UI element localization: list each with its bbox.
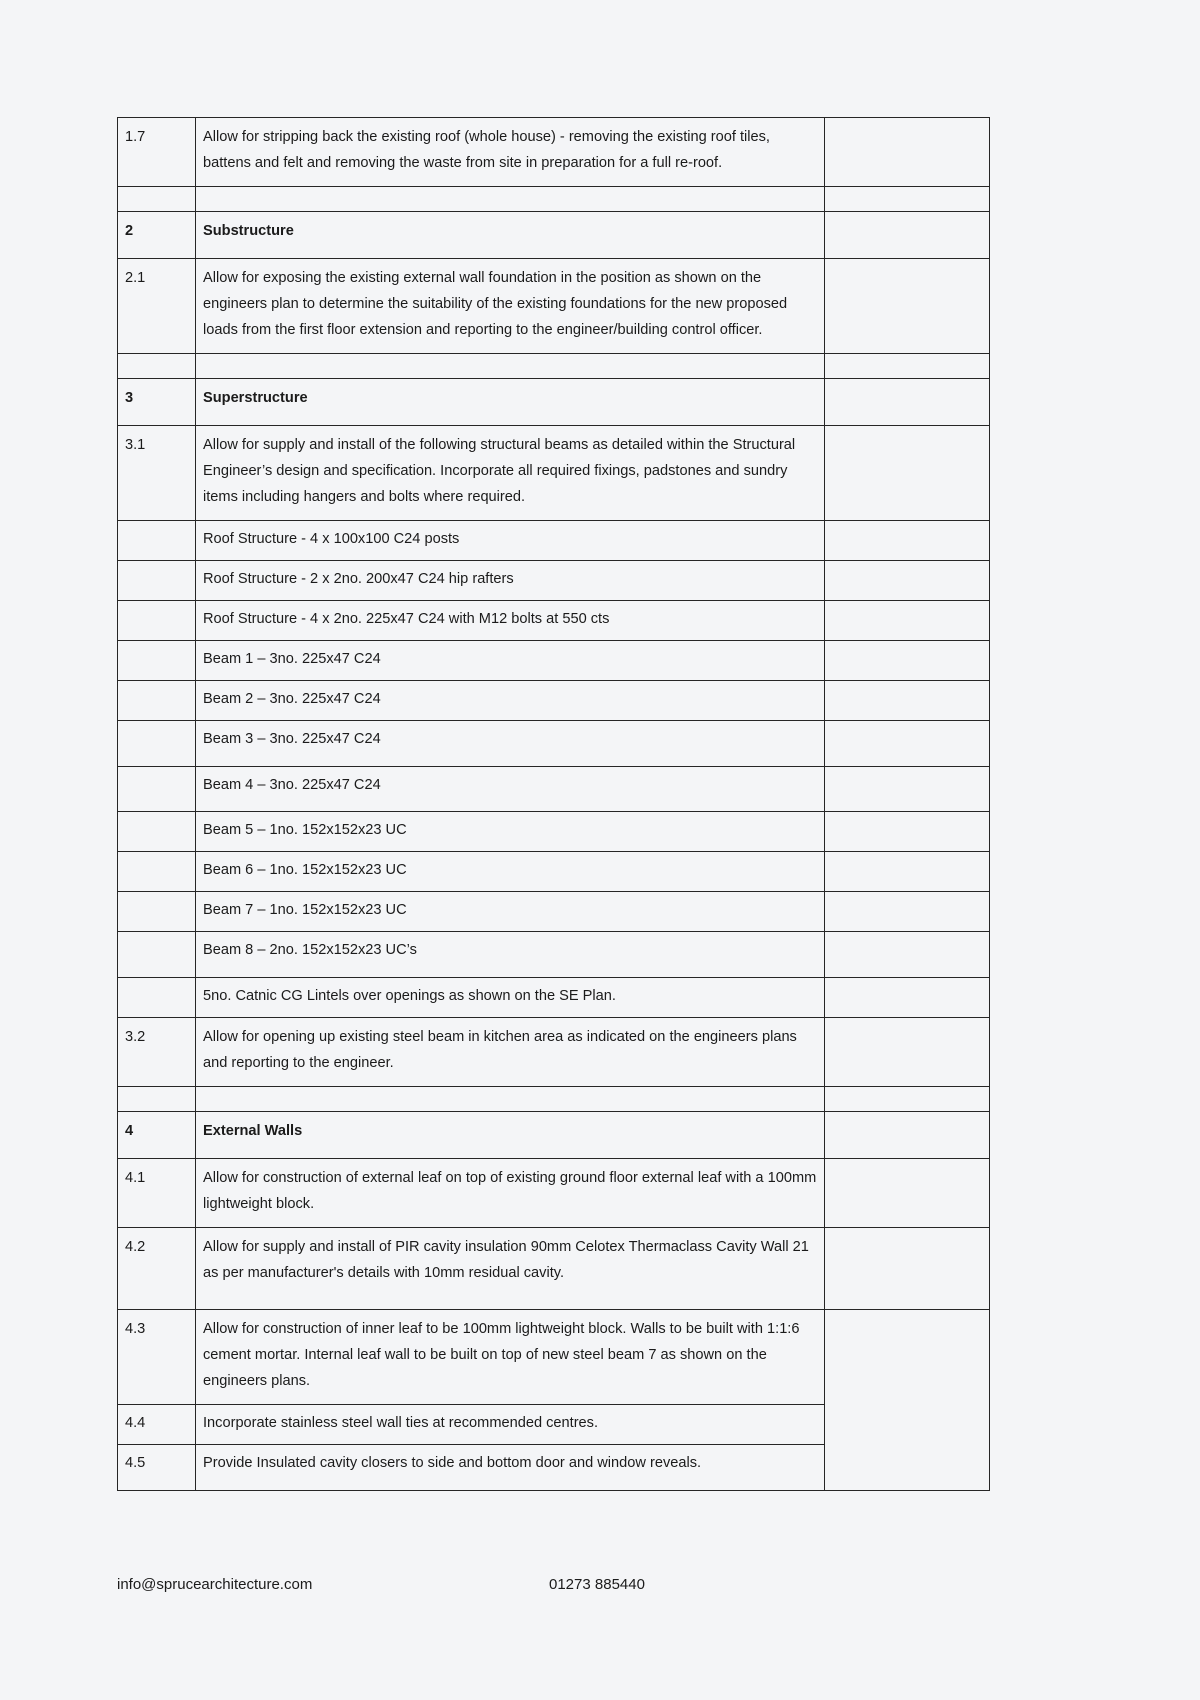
row-description: Beam 1 – 3no. 225x47 C24 [196, 640, 825, 680]
row-description: Beam 2 – 3no. 225x47 C24 [196, 680, 825, 720]
row-price[interactable] [825, 425, 990, 520]
table-section-row [118, 211, 990, 258]
row-ref: 4.1 [118, 1159, 196, 1228]
row-price[interactable] [825, 353, 990, 378]
row-description: Allow for stripping back the existing roof (whole house) - removing the existing roof tiles, battens and felt and removing the waste from site in preparation for a full re-roof. [196, 118, 825, 187]
footer-phone: 01273 885440 [549, 1576, 645, 1593]
row-price[interactable] [825, 720, 990, 766]
row-price[interactable] [825, 1228, 990, 1310]
table-row [118, 1159, 990, 1228]
table-section-row [118, 1112, 990, 1159]
row-ref [118, 600, 196, 640]
table-spacer-row [118, 1087, 990, 1112]
row-ref [118, 766, 196, 812]
row-ref: 4.3 [118, 1310, 196, 1405]
row-ref: 2 [118, 211, 196, 258]
table-row [118, 118, 990, 187]
table-row [118, 640, 990, 680]
table-section-row [118, 378, 990, 425]
row-description: Roof Structure - 4 x 100x100 C24 posts [196, 520, 825, 560]
row-price[interactable] [825, 520, 990, 560]
row-price[interactable] [825, 600, 990, 640]
row-price[interactable] [825, 186, 990, 211]
row-price[interactable] [825, 680, 990, 720]
row-price[interactable] [825, 892, 990, 932]
table-row [118, 812, 990, 852]
row-ref: 4.4 [118, 1405, 196, 1445]
row-description: Substructure [196, 211, 825, 258]
row-description: Beam 6 – 1no. 152x152x23 UC [196, 852, 825, 892]
row-price[interactable] [825, 118, 990, 187]
row-price[interactable] [825, 978, 990, 1018]
table-row [118, 852, 990, 892]
row-description: Beam 4 – 3no. 225x47 C24 [196, 766, 825, 812]
table-row [118, 560, 990, 600]
row-ref: 4.2 [118, 1228, 196, 1310]
row-ref [118, 520, 196, 560]
row-description: Allow for construction of inner leaf to be 100mm lightweight block. Walls to be built with 1:1:6 cement mortar. Internal leaf wall to be built on top of new steel beam 7 as shown on the engineers plans. [196, 1310, 825, 1405]
row-description: Allow for supply and install of the following structural beams as detailed within the Structural Engineer’s design and specification. Incorporate all required fixings, padstones and sundry items including hangers and bolts where required. [196, 425, 825, 520]
specification-table-body [118, 118, 990, 1491]
table-row [118, 766, 990, 812]
row-ref [118, 852, 196, 892]
row-price[interactable] [825, 211, 990, 258]
row-description: Beam 3 – 3no. 225x47 C24 [196, 720, 825, 766]
row-description [196, 1087, 825, 1112]
table-row [118, 1228, 990, 1310]
row-description: Allow for opening up existing steel beam in kitchen area as indicated on the engineers plans and reporting to the engineer. [196, 1018, 825, 1087]
row-price[interactable] [825, 852, 990, 892]
row-ref [118, 640, 196, 680]
row-price[interactable] [825, 1112, 990, 1159]
row-price[interactable] [825, 1310, 990, 1491]
row-ref: 1.7 [118, 118, 196, 187]
row-description: Roof Structure - 4 x 2no. 225x47 C24 with M12 bolts at 550 cts [196, 600, 825, 640]
row-description: Allow for supply and install of PIR cavity insulation 90mm Celotex Thermaclass Cavity Wall 21 as per manufacturer's details with 10mm residual cavity. [196, 1228, 825, 1310]
table-row [118, 1310, 990, 1405]
row-ref [118, 932, 196, 978]
row-description: 5no. Catnic CG Lintels over openings as shown on the SE Plan. [196, 978, 825, 1018]
row-price[interactable] [825, 640, 990, 680]
row-price[interactable] [825, 1087, 990, 1112]
row-description: Provide Insulated cavity closers to side and bottom door and window reveals. [196, 1444, 825, 1490]
table-row [118, 978, 990, 1018]
row-ref: 2.1 [118, 258, 196, 353]
row-description [196, 353, 825, 378]
row-price[interactable] [825, 378, 990, 425]
row-ref [118, 812, 196, 852]
row-description: Allow for exposing the existing external wall foundation in the position as shown on the engineers plan to determine the suitability of the existing foundations for the new proposed loads from the first floor extension and reporting to the engineer/building control officer. [196, 258, 825, 353]
table-row [118, 600, 990, 640]
row-price[interactable] [825, 932, 990, 978]
footer-email: info@sprucearchitecture.com [117, 1576, 313, 1593]
spec-sheet [117, 117, 989, 1491]
row-ref: 3.2 [118, 1018, 196, 1087]
row-ref [118, 978, 196, 1018]
table-row [118, 1018, 990, 1087]
row-price[interactable] [825, 258, 990, 353]
table-row [118, 932, 990, 978]
table-row [118, 520, 990, 560]
row-description: Beam 7 – 1no. 152x152x23 UC [196, 892, 825, 932]
row-ref [118, 720, 196, 766]
row-ref [118, 186, 196, 211]
row-ref: 4 [118, 1112, 196, 1159]
row-ref [118, 680, 196, 720]
row-description: Incorporate stainless steel wall ties at recommended centres. [196, 1405, 825, 1445]
row-price[interactable] [825, 766, 990, 812]
specification-table [117, 117, 990, 1491]
page-footer [117, 1576, 989, 1593]
row-ref [118, 892, 196, 932]
table-spacer-row [118, 186, 990, 211]
row-price[interactable] [825, 1018, 990, 1087]
table-row [118, 258, 990, 353]
row-ref: 4.5 [118, 1444, 196, 1490]
row-description: Allow for construction of external leaf on top of existing ground floor external leaf with a 100mm lightweight block. [196, 1159, 825, 1228]
row-ref: 3.1 [118, 425, 196, 520]
row-ref: 3 [118, 378, 196, 425]
table-row [118, 892, 990, 932]
row-description: Beam 8 – 2no. 152x152x23 UC’s [196, 932, 825, 978]
row-ref [118, 560, 196, 600]
row-price[interactable] [825, 560, 990, 600]
row-description: Roof Structure - 2 x 2no. 200x47 C24 hip rafters [196, 560, 825, 600]
row-ref [118, 353, 196, 378]
row-description [196, 186, 825, 211]
row-description: Beam 5 – 1no. 152x152x23 UC [196, 812, 825, 852]
row-price[interactable] [825, 1159, 990, 1228]
table-row [118, 425, 990, 520]
row-price[interactable] [825, 812, 990, 852]
table-row [118, 680, 990, 720]
table-row [118, 720, 990, 766]
row-description: External Walls [196, 1112, 825, 1159]
row-ref [118, 1087, 196, 1112]
row-description: Superstructure [196, 378, 825, 425]
table-spacer-row [118, 353, 990, 378]
